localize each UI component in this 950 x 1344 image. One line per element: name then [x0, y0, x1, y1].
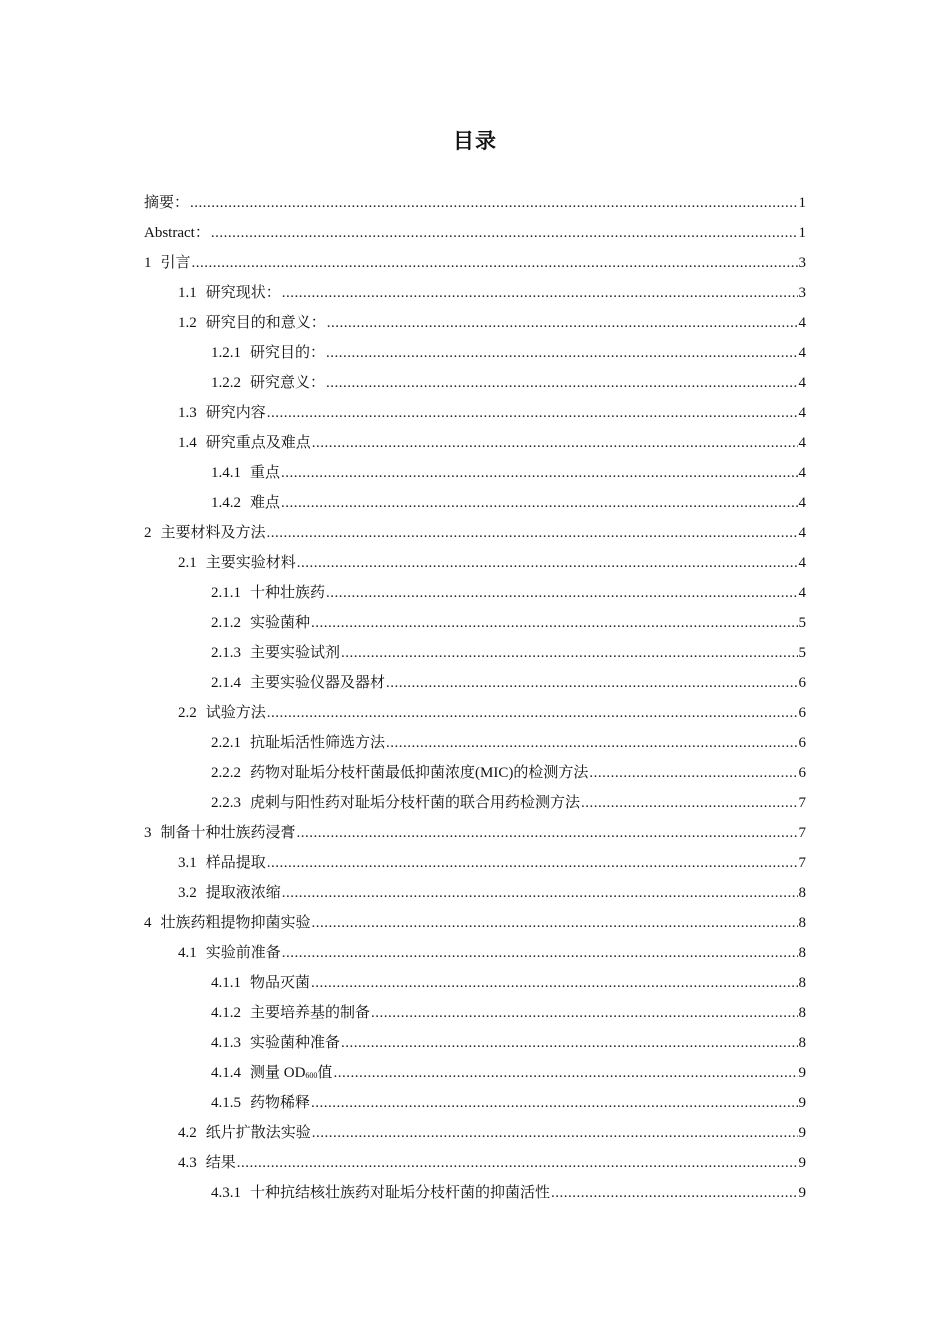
toc-entry-page-number: 4 — [798, 525, 806, 541]
toc-entry-label — [161, 818, 296, 848]
toc-dot-leader — [386, 668, 797, 698]
toc-entry-label — [144, 188, 189, 218]
toc-entry-label-text: 主要材料及方法 — [160, 525, 266, 541]
toc-entry-number: 4.2 — [178, 1125, 197, 1141]
toc-entry-page-number: 8 — [798, 1005, 806, 1021]
toc-entry-label-text: Abstract： — [144, 225, 210, 241]
toc-entry[interactable] — [144, 668, 806, 698]
toc-entry-label — [250, 488, 280, 518]
toc-entry-page-number: 1 — [798, 195, 806, 211]
toc-entry-number: 3.2 — [178, 885, 197, 901]
toc-dot-leader — [341, 638, 797, 668]
toc-entry-page-number: 6 — [798, 675, 806, 691]
toc-entry-number: 2.1.1 — [211, 585, 241, 601]
toc-entry-label-text: 摘要： — [144, 195, 190, 211]
toc-entry-number: 4.3.1 — [211, 1185, 241, 1201]
toc-entry[interactable] — [144, 608, 806, 638]
toc-entry-number: 4.1 — [178, 945, 197, 961]
toc-entry-label-text: 十种壮族药 — [250, 585, 326, 601]
toc-entry-page-number: 9 — [798, 1155, 806, 1171]
toc-dot-leader — [326, 338, 797, 368]
toc-entry[interactable] — [144, 278, 806, 308]
toc-entry[interactable] — [144, 1148, 806, 1178]
toc-entry-label — [250, 578, 325, 608]
toc-dot-leader — [333, 1058, 797, 1088]
toc-dot-leader — [267, 848, 798, 878]
toc-dot-leader — [267, 698, 798, 728]
toc-entry-page-number: 3 — [798, 255, 806, 271]
toc-entry-number: 1.3 — [178, 405, 197, 421]
toc-entry-label — [250, 1058, 332, 1090]
toc-entry-page-number: 1 — [798, 225, 806, 241]
toc-entry-number: 2.2.1 — [211, 735, 241, 751]
page-title: 目录 — [453, 129, 497, 153]
toc-entry-number: 4.1.1 — [211, 975, 241, 991]
toc-entry-label-text: 研究重点及难点 — [205, 435, 311, 451]
toc-entry-label-text: 提取液浓缩 — [205, 885, 281, 901]
toc-dot-leader — [386, 728, 797, 758]
toc-entry-label-text: 研究目的和意义： — [205, 315, 326, 331]
toc-dot-leader — [327, 308, 798, 338]
toc-dot-leader — [190, 188, 797, 218]
toc-entry-label-text: 测量 OD — [250, 1065, 306, 1081]
toc-dot-leader — [311, 968, 797, 998]
toc-entry-label-subscript: 600 — [305, 1071, 318, 1080]
toc-entry-page-number: 9 — [798, 1185, 806, 1201]
toc-entry-label — [250, 458, 280, 488]
toc-entry[interactable] — [144, 998, 806, 1028]
toc-entry-page-number: 8 — [798, 1035, 806, 1051]
toc-entry-label-text: 主要实验仪器及器材 — [250, 675, 386, 691]
toc-entry-page-number: 3 — [798, 285, 806, 301]
toc-entry-number: 2.2 — [178, 705, 197, 721]
toc-entry-page-number: 4 — [798, 495, 806, 511]
toc-entry-label-text: 物品灭菌 — [250, 975, 311, 991]
toc-entry-page-number: 8 — [798, 885, 806, 901]
toc-entry-label — [206, 878, 281, 908]
toc-entry[interactable] — [144, 1088, 806, 1118]
toc-entry-page-number: 9 — [798, 1065, 806, 1081]
toc-entry-label-text: 实验菌种 — [250, 615, 311, 631]
toc-entry-number: 2.2.2 — [211, 765, 241, 781]
toc-dot-leader — [267, 518, 798, 548]
toc-dot-leader — [192, 248, 798, 278]
toc-dot-leader — [581, 788, 797, 818]
toc-entry-number: 3.1 — [178, 855, 197, 871]
toc-entry-label-text: 研究目的： — [250, 345, 326, 361]
toc-entry-label — [206, 548, 296, 578]
toc-dot-leader — [282, 278, 798, 308]
toc-entry-page-number: 8 — [798, 915, 806, 931]
toc-entry-label — [250, 608, 310, 638]
toc-entry-label — [206, 398, 266, 428]
toc-entry-number: 4.1.2 — [211, 1005, 241, 1021]
toc-entry-page-number: 9 — [798, 1095, 806, 1111]
toc-entry-label-text: 十种抗结核壮族药对耻垢分枝杆菌的抑菌活性 — [250, 1185, 551, 1201]
toc-entry[interactable] — [144, 1028, 806, 1058]
toc-dot-leader — [311, 1088, 797, 1118]
toc-entry-label-text: 实验菌种准备 — [250, 1035, 341, 1051]
toc-entry-page-number: 6 — [798, 735, 806, 751]
toc-entry-number: 1.2 — [178, 315, 197, 331]
toc-entry-page-number: 8 — [798, 975, 806, 991]
toc-dot-leader — [589, 758, 797, 788]
toc-entry-number: 3 — [144, 825, 152, 841]
toc-dot-leader — [371, 998, 797, 1028]
toc-entry-label-text: 主要实验材料 — [205, 555, 296, 571]
toc-dot-leader — [551, 1178, 797, 1208]
toc-entry-label — [161, 248, 191, 278]
toc-entry-page-number: 7 — [798, 825, 806, 841]
toc-entry-label — [250, 1028, 340, 1058]
toc-entry-label — [250, 998, 370, 1028]
toc-dot-leader — [237, 1148, 798, 1178]
toc-entry[interactable] — [144, 338, 806, 368]
toc-entry-number: 4.3 — [178, 1155, 197, 1171]
toc-entry-page-number: 9 — [798, 1125, 806, 1141]
toc-entry-label-text: 抗耻垢活性筛选方法 — [250, 735, 386, 751]
toc-entry-page-number: 7 — [798, 795, 806, 811]
toc-entry-label — [206, 698, 266, 728]
toc-entry-label — [250, 368, 325, 398]
toc-entry-label — [250, 788, 580, 818]
toc-entry-label — [206, 1148, 236, 1178]
toc-dot-leader — [282, 878, 798, 908]
toc-entry-label-text: 实验前准备 — [205, 945, 281, 961]
toc-entry-number: 4.1.3 — [211, 1035, 241, 1051]
toc-entry-label-text: 制备十种壮族药浸膏 — [160, 825, 296, 841]
toc-entry-number: 2.1.3 — [211, 645, 241, 661]
toc-entry-label-text: 试验方法 — [205, 705, 266, 721]
toc-entry-label — [161, 518, 266, 548]
toc-entry-label-suffix: 值 — [317, 1065, 333, 1081]
toc-entry[interactable] — [144, 308, 806, 338]
toc-entry-label-text: 主要实验试剂 — [250, 645, 341, 661]
toc-entry-label-text: 引言 — [160, 255, 191, 271]
toc-entry[interactable] — [144, 818, 806, 848]
toc-entry[interactable] — [144, 908, 806, 938]
toc-entry-label-text: 研究意义： — [250, 375, 326, 391]
toc-entry[interactable] — [144, 188, 806, 218]
toc-entry[interactable] — [144, 548, 806, 578]
toc-entry-label-text: 壮族药粗提物抑菌实验 — [160, 915, 311, 931]
toc-entry-label — [206, 278, 281, 308]
toc-entry[interactable] — [144, 968, 806, 998]
toc-dot-leader — [281, 458, 797, 488]
toc-entry[interactable] — [144, 878, 806, 908]
toc-entry-label — [206, 428, 311, 458]
toc-entry-label-text: 样品提取 — [205, 855, 266, 871]
toc-entry-number: 4.1.5 — [211, 1095, 241, 1111]
toc-entry-label-text: 主要培养基的制备 — [250, 1005, 371, 1021]
toc-entry-number: 1.2.1 — [211, 345, 241, 361]
toc-entry[interactable] — [144, 848, 806, 878]
toc-entry-label-text: 虎刺与阳性药对耻垢分枝杆菌的联合用药检测方法 — [250, 795, 581, 811]
toc-dot-leader — [311, 608, 797, 638]
toc-entry-page-number: 4 — [798, 555, 806, 571]
toc-dot-leader — [282, 938, 798, 968]
toc-entry-page-number: 4 — [798, 405, 806, 421]
toc-entry[interactable] — [144, 1058, 806, 1088]
toc-entry-label — [250, 968, 310, 998]
toc-entry[interactable] — [144, 518, 806, 548]
toc-entry[interactable] — [144, 788, 806, 818]
toc-entry-label — [206, 1118, 311, 1148]
toc-dot-leader — [281, 488, 797, 518]
toc-entry-page-number: 7 — [798, 855, 806, 871]
toc-entry[interactable] — [144, 578, 806, 608]
toc-entry-number: 1.4.2 — [211, 495, 241, 511]
toc-entry-label — [250, 338, 325, 368]
toc-dot-leader — [267, 398, 798, 428]
toc-entry-label-text: 结果 — [205, 1155, 236, 1171]
toc-dot-leader — [297, 548, 798, 578]
toc-entry[interactable] — [144, 1178, 806, 1208]
toc-dot-leader — [211, 218, 798, 248]
toc-dot-leader — [326, 578, 797, 608]
toc-entry-page-number: 6 — [798, 765, 806, 781]
toc-entry-page-number: 5 — [798, 615, 806, 631]
toc-entry[interactable] — [144, 248, 806, 278]
toc-entry-label-text: 药物稀释 — [250, 1095, 311, 1111]
toc-entry-page-number: 5 — [798, 645, 806, 661]
toc-entry-page-number: 6 — [798, 705, 806, 721]
toc-entry-number: 1.1 — [178, 285, 197, 301]
toc-entry[interactable] — [144, 488, 806, 518]
toc-entry-number: 2 — [144, 525, 152, 541]
table-of-contents — [144, 188, 806, 1208]
toc-entry-number: 4.1.4 — [211, 1065, 241, 1081]
toc-entry-label — [206, 848, 266, 878]
toc-entry-number: 1.4 — [178, 435, 197, 451]
toc-entry[interactable] — [144, 428, 806, 458]
toc-entry-page-number: 4 — [798, 435, 806, 451]
toc-entry-number: 2.1 — [178, 555, 197, 571]
toc-entry-label — [250, 638, 340, 668]
toc-entry-number: 1.4.1 — [211, 465, 241, 481]
toc-entry-label-text: 研究内容 — [205, 405, 266, 421]
toc-entry-label — [206, 308, 326, 338]
toc-entry[interactable] — [144, 398, 806, 428]
toc-entry-label-text: 研究现状： — [205, 285, 281, 301]
toc-entry-number: 1.2.2 — [211, 375, 241, 391]
toc-entry-number: 2.2.3 — [211, 795, 241, 811]
toc-entry[interactable] — [144, 938, 806, 968]
toc-entry[interactable] — [144, 638, 806, 668]
toc-entry[interactable] — [144, 1118, 806, 1148]
toc-dot-leader — [312, 428, 798, 458]
toc-entry-label — [250, 758, 588, 788]
toc-entry-label-text: 纸片扩散法实验 — [205, 1125, 311, 1141]
toc-entry-number: 2.1.4 — [211, 675, 241, 691]
toc-entry-label — [250, 1088, 310, 1118]
toc-entry-label — [250, 668, 385, 698]
toc-entry[interactable] — [144, 758, 806, 788]
toc-dot-leader — [297, 818, 798, 848]
toc-entry[interactable] — [144, 458, 806, 488]
toc-dot-leader — [312, 908, 798, 938]
toc-entry-label — [250, 728, 385, 758]
toc-entry-label — [250, 1178, 550, 1208]
toc-dot-leader — [341, 1028, 797, 1058]
toc-dot-leader — [312, 1118, 798, 1148]
toc-entry-number: 4 — [144, 915, 152, 931]
toc-entry[interactable] — [144, 698, 806, 728]
toc-entry-page-number: 4 — [798, 585, 806, 601]
toc-entry-label-text: 药物对耻垢分枝杆菌最低抑菌浓度(MIC)的检测方法 — [250, 765, 589, 781]
toc-entry-page-number: 4 — [798, 465, 806, 481]
toc-entry[interactable] — [144, 218, 806, 248]
toc-entry-number: 1 — [144, 255, 152, 271]
toc-entry[interactable] — [144, 368, 806, 398]
toc-entry-label — [144, 218, 210, 248]
toc-entry-number: 2.1.2 — [211, 615, 241, 631]
toc-entry-page-number: 4 — [798, 375, 806, 391]
toc-entry-page-number: 8 — [798, 945, 806, 961]
toc-entry-label — [161, 908, 311, 938]
toc-entry-label-text: 难点 — [250, 495, 281, 511]
toc-entry-page-number: 4 — [798, 345, 806, 361]
toc-entry-label-text: 重点 — [250, 465, 281, 481]
toc-entry-page-number: 4 — [798, 315, 806, 331]
toc-entry[interactable] — [144, 728, 806, 758]
toc-dot-leader — [326, 368, 797, 398]
toc-entry-label — [206, 938, 281, 968]
